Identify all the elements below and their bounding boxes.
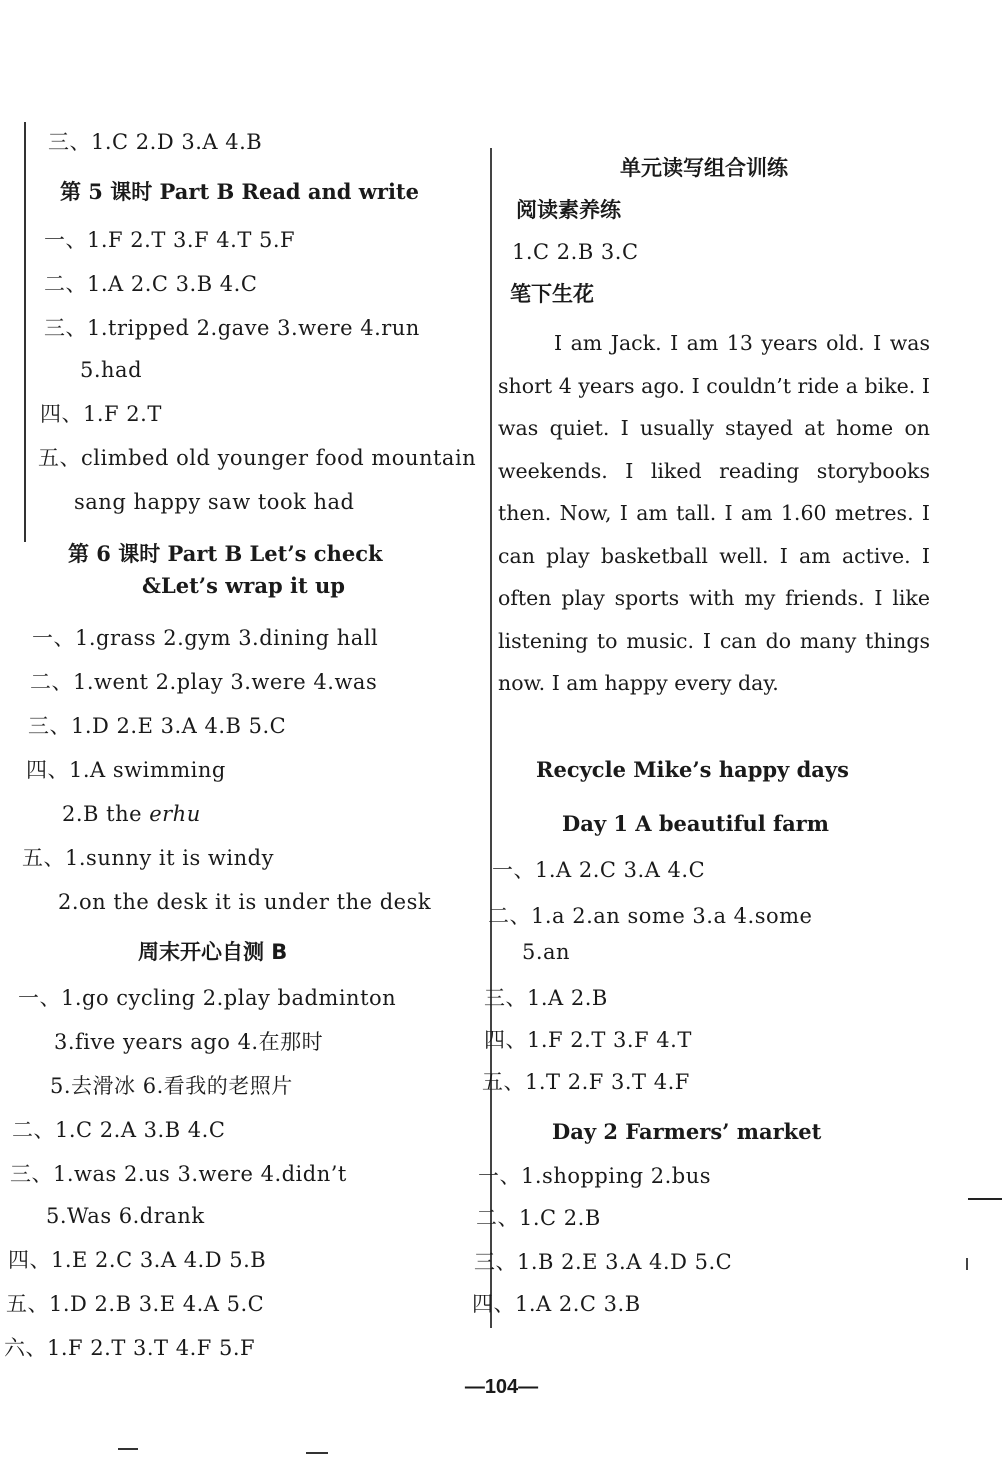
answer-line: 二、1.went 2.play 3.were 4.was (30, 670, 378, 694)
answer-line: 四、1.E 2.C 3.A 4.D 5.B (8, 1248, 267, 1272)
column-divider (490, 148, 492, 1328)
answer-line: 一、1.go cycling 2.play badminton (18, 986, 397, 1010)
edge-tick (966, 1258, 968, 1270)
answer-line: 5.去滑冰 6.看我的老照片 (50, 1074, 293, 1098)
answer-line: 四、1.F 2.T (40, 402, 162, 426)
unit-training-heading: 单元读写组合训练 (620, 156, 788, 180)
answer-line: 四、1.F 2.T 3.F 4.T (484, 1028, 692, 1052)
answer-line: 二、1.A 2.C 3.B 4.C (44, 272, 258, 296)
answer-line: 一、1.grass 2.gym 3.dining hall (32, 626, 379, 650)
answer-line: 五、1.sunny it is windy (22, 846, 274, 870)
answer-line: 二、1.C 2.A 3.B 4.C (12, 1118, 226, 1142)
answer-line (62, 800, 201, 828)
answer-line: 二、1.C 2.B (476, 1206, 601, 1230)
answer-line: 5.had (80, 358, 143, 382)
answer-line: 四、1.A swimming (26, 758, 226, 782)
answer-line: 三、1.tripped 2.gave 3.were 4.run (44, 316, 420, 340)
answer-line: 2.on the desk it is under the desk (58, 890, 432, 914)
bottom-mark (306, 1452, 328, 1454)
bottom-mark (118, 1448, 138, 1450)
answer-line: 一、1.F 2.T 3.F 4.T 5.F (44, 228, 296, 252)
answer-line: 3.five years ago 4.在那时 (54, 1030, 324, 1054)
day-1-heading: Day 1 A beautiful farm (562, 811, 829, 836)
answer-line: 5.an (522, 940, 571, 964)
answer-line: 1.C 2.B 3.C (512, 240, 639, 264)
edge-mark (968, 1198, 1002, 1200)
answer-line: sang happy saw took had (74, 490, 355, 514)
answer-line: 五、1.D 2.B 3.E 4.A 5.C (6, 1292, 265, 1316)
answer-line: 5.Was 6.drank (46, 1204, 205, 1228)
reading-heading: 阅读素养练 (516, 198, 621, 222)
lesson-6-subheading: &Let’s wrap it up (142, 573, 345, 598)
answer-line: 一、1.A 2.C 3.A 4.C (492, 858, 706, 882)
answer-line: 三、1.B 2.E 3.A 4.D 5.C (474, 1250, 733, 1274)
writing-heading: 笔下生花 (510, 282, 594, 306)
answer-italic-text: erhu (149, 802, 201, 826)
answer-line: 三、1.A 2.B (484, 986, 608, 1010)
answer-line: 三、1.was 2.us 3.were 4.didn’t (10, 1162, 347, 1186)
answer-line: 二、1.a 2.an some 3.a 4.some (488, 904, 813, 928)
answer-text: 2.B the (62, 802, 150, 826)
weekend-test-heading: 周末开心自测 B (138, 940, 288, 964)
answer-line: 三、1.D 2.E 3.A 4.B 5.C (28, 714, 287, 738)
answer-line: 一、1.shopping 2.bus (478, 1164, 712, 1188)
answer-line: 五、1.T 2.F 3.T 4.F (482, 1070, 690, 1094)
answer-line: 五、climbed old younger food mountain (38, 446, 477, 470)
answer-line: 三、1.C 2.D 3.A 4.B (48, 130, 263, 154)
answer-line: 六、1.F 2.T 3.T 4.F 5.F (4, 1336, 256, 1360)
left-margin-rule (24, 122, 26, 542)
lesson-5-heading: 第 5 课时 Part B Read and write (60, 179, 419, 204)
day-2-heading: Day 2 Farmers’ market (552, 1119, 822, 1144)
answer-line: 四、1.A 2.C 3.B (472, 1292, 641, 1316)
writing-paragraph: I am Jack. I am 13 years old. I was short 4 years ago. I couldn’t ride a bike. I was quiet. I usually stayed at home on weekends. I liked reading storybooks then. Now, I am tall. I am 1.60 metres. I can play basketball well. I am active. I often play sports with my friends. I like listening to music. I can do many things now. I am happy every day. (498, 331, 930, 695)
lesson-6-heading: 第 6 课时 Part B Let’s check (68, 541, 383, 566)
recycle-heading: Recycle Mike’s happy days (536, 757, 849, 782)
page-number: —104— (464, 1376, 539, 1398)
